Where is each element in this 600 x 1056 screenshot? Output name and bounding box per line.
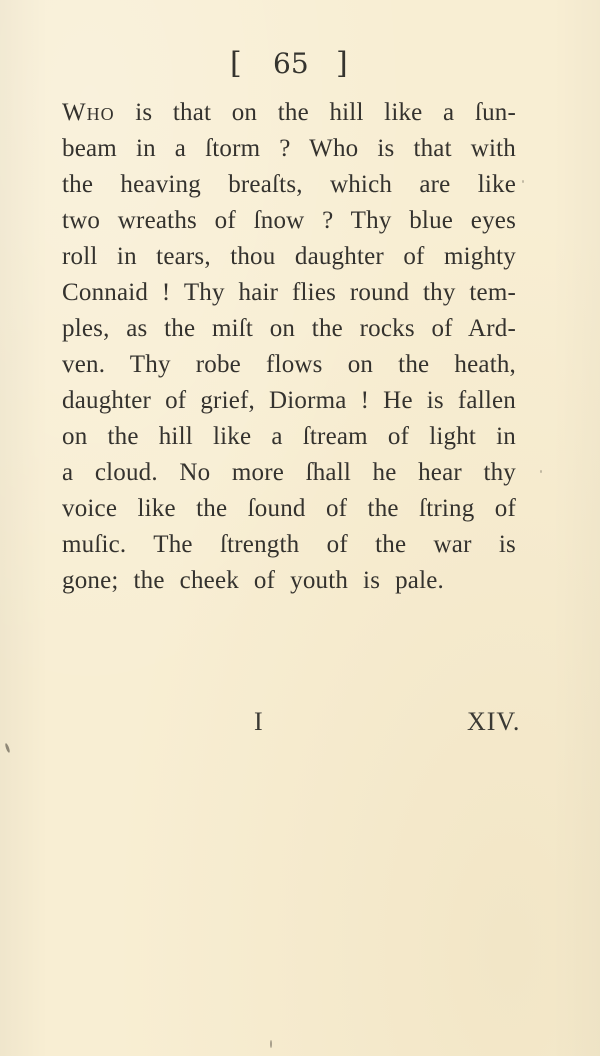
ink-speck <box>4 743 10 753</box>
text-line: a cloud. No more ſhall he hear thy <box>62 459 516 486</box>
text-line <box>62 95 516 131</box>
line-text: is that on the hill like a ſun- <box>114 99 516 126</box>
ink-speck <box>540 470 542 473</box>
left-bracket: [ <box>230 46 242 81</box>
text-line: two wreaths of ſnow ? Thy blue eyes <box>62 207 516 234</box>
right-bracket: ] <box>336 46 348 81</box>
page-number: 65 <box>273 47 309 80</box>
body-paragraph <box>62 95 516 599</box>
text-line: roll in tears, thou daughter of mighty <box>62 243 516 270</box>
text-line: beam in a ſtorm ? Who is that with <box>62 135 516 162</box>
text-line: on the hill like a ſtream of light in <box>62 423 516 450</box>
page-header <box>0 44 600 84</box>
opening-word: Who <box>62 99 115 126</box>
text-line: the heaving breaſts, which are like <box>62 171 516 198</box>
text-line: ven. Thy robe flows on the heath, <box>62 351 516 378</box>
text-line: ples, as the miſt on the rocks of Ard- <box>62 315 516 342</box>
ink-speck <box>522 180 524 183</box>
text-line: daughter of grief, Diorma ! He is fallen <box>62 387 516 414</box>
page-footer <box>0 702 600 742</box>
catchword: XIV. <box>467 707 521 736</box>
ink-speck <box>270 1040 272 1048</box>
text-line: muſic. The ſtrength of the war is <box>62 531 516 558</box>
signature-mark: I <box>254 707 263 736</box>
text-line-last: gone; the cheek of youth is pale. <box>62 567 444 594</box>
text-line: voice like the ſound of the ſtring of <box>62 495 516 522</box>
text-line: Connaid ! Thy hair flies round thy tem- <box>62 279 516 306</box>
